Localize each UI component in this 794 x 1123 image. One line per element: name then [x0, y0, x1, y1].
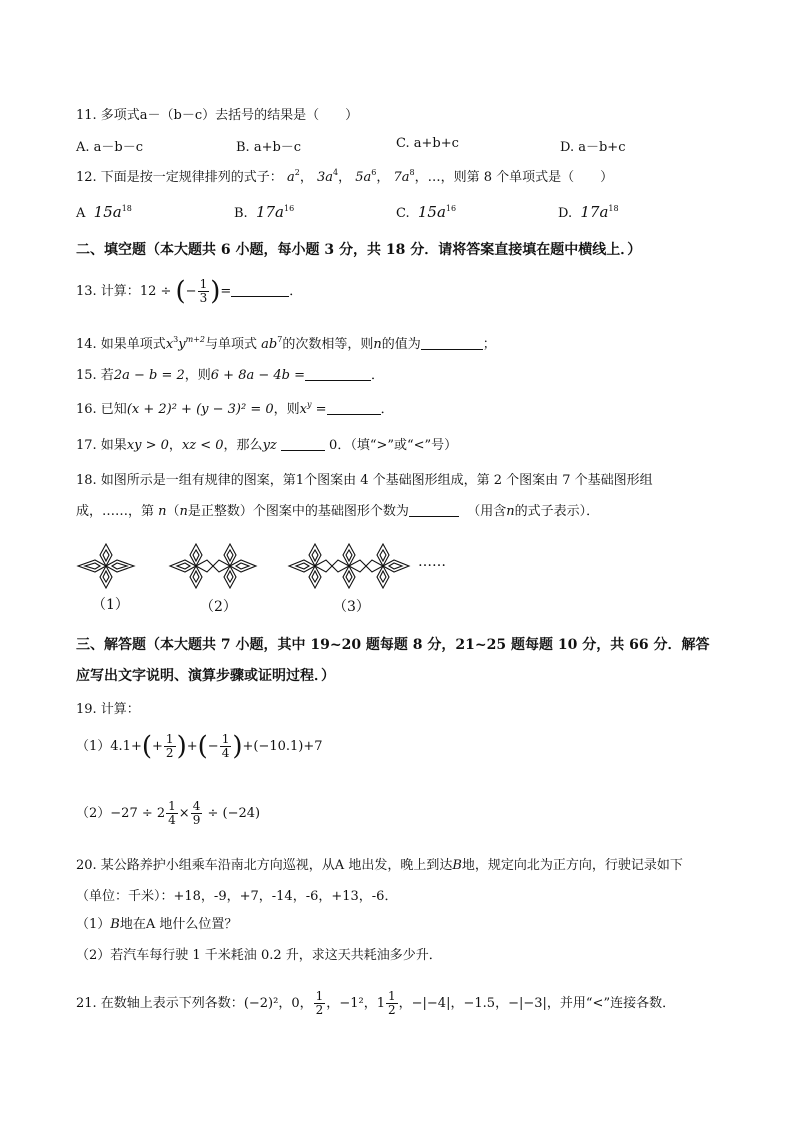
- q16-answer-blank[interactable]: [327, 402, 381, 415]
- pattern-2: [170, 544, 256, 588]
- q12-term-4: $7a^8$: [393, 168, 415, 185]
- q16: 16. 已知(x + 2)² + (y − 3)² = 0，则$x^y$ = ．: [76, 400, 394, 417]
- figure-label-2: （2）: [200, 599, 237, 615]
- q18-pattern-figure: [70, 530, 470, 620]
- diamond: [100, 544, 112, 566]
- diamond: [230, 560, 256, 572]
- diamond: [106, 560, 134, 572]
- q12-term-2: $3a^4$: [316, 168, 339, 185]
- q13: 13. 计算：12 ÷ (− $\frac{1}{3}$ )= ．: [76, 276, 303, 307]
- q13-answer-blank[interactable]: [231, 284, 289, 297]
- q13-fraction: $\frac{1}{3}$: [199, 277, 208, 305]
- diamond: [170, 560, 196, 572]
- diamond: [383, 560, 409, 572]
- q12-term-3: $5a^6$: [355, 168, 377, 185]
- diamond: [289, 560, 315, 572]
- q14-answer-blank[interactable]: [421, 337, 483, 350]
- q19-title: 19. 计算：: [76, 702, 140, 717]
- q19-part-1: （1）4.1+(+ $\frac{1}{2}$ )+(− $\frac{1}{4}$ )+(−10.1)+7: [76, 731, 323, 762]
- q12-option-b: B. $17a^{16}$: [234, 203, 295, 221]
- figure-label-1: （1）: [92, 597, 129, 613]
- q12-stem-prefix: 12. 下面是按一定规律排列的式子：: [76, 170, 283, 185]
- q20-line-1: 20. 某公路养护小组乘车沿南北方向巡视，从A 地出发，晚上到达B地，规定向北为正方向，行驶记录如下: [76, 858, 683, 873]
- q11-option-c: C. a+b+c: [396, 136, 459, 151]
- diamond: [309, 544, 321, 566]
- diamond: [190, 544, 202, 566]
- section-3-title-line-1: 三、解答题（本大题共 7 小题，其中 19~20 题每题 8 分，21~25 题每题 10 分，共 66 分．解答: [76, 637, 710, 653]
- q14: 14. 如果单项式$x^3y^{m+2}$与单项式 $ab^7$的次数相等，则n的值为 ；: [76, 335, 496, 352]
- q12-stem-suffix: ，…，则第 8 个单项式是（ ）: [414, 170, 614, 185]
- q11-stem: 11. 多项式a－（b－c）去括号的结果是（ ）: [76, 108, 359, 123]
- diamond: [343, 544, 355, 566]
- q20-line-2: （单位：千米）：+18，-9，+7，-14，-6，+13，-6．: [76, 889, 398, 904]
- figure-label-3: （3）: [333, 599, 370, 615]
- q18-line-1: 18. 如图所示是一组有规律的图案，第1个图案由 4 个基础图形组成，第 2 个图案由 7 个基础图形组: [76, 473, 653, 488]
- diamond: [100, 566, 112, 588]
- diamond: [377, 566, 389, 588]
- q20-sub-1: （1）B地在A 地什么位置？: [76, 917, 238, 932]
- q12-stem: 12. 下面是按一定规律排列的式子： $a^2$， $3a^4$， $5a^6$， $7a^8$，…，则第 8 个单项式是（ ）: [76, 168, 614, 185]
- q11-option-b: B. a+b－c: [236, 140, 302, 155]
- pattern-1: [78, 544, 134, 588]
- diamond: [377, 544, 389, 566]
- q15: 15. 若2a − b = 2，则6 + 8a − 4b = ．: [76, 368, 385, 383]
- q12-option-d: D. $17a^{18}$: [558, 203, 619, 221]
- diamond: [78, 560, 106, 572]
- diamond: [224, 544, 236, 566]
- diamond: [190, 566, 202, 588]
- q12-option-a: A $15a^{18}$: [76, 203, 132, 221]
- q11-option-d: D. a－b+c: [560, 140, 626, 155]
- q20-sub-2: （2）若汽车每行驶 1 千米耗油 0.2 升，求这天共耗油多少升．: [76, 948, 442, 963]
- diamond: [343, 566, 355, 588]
- q19-part-2: （2）−27 ÷ 2 $\frac{1}{4}$ × $\frac{4}{9}$ ÷ (−24): [76, 799, 261, 827]
- section-3-title-line-2: 应写出文字说明、演算步骤或证明过程．）: [76, 668, 335, 684]
- pattern-3: [289, 544, 409, 588]
- diamond: [309, 566, 321, 588]
- q11-option-a: A. a－b－c: [76, 140, 144, 155]
- q17: 17. 如果xy > 0，xz < 0，那么yz 0．（填“>”或“<”号）: [76, 438, 458, 453]
- q18-line-2: 成，……，第 n（n是正整数）个图案中的基础图形个数为 （用含n的式子表示）．: [76, 504, 600, 519]
- diamond: [224, 566, 236, 588]
- q21: 21. 在数轴上表示下列各数：(−2)²，0， $\frac{1}{2}$ ，−1²， 1 $\frac{1}{2}$ ，−|−4|，−1.5，−|−3|，并用“<”连接各数．: [76, 989, 676, 1017]
- figure-ellipsis: ……: [418, 554, 446, 570]
- q17-answer-blank[interactable]: [281, 438, 325, 451]
- q12-option-c: C. $15a^{16}$: [396, 203, 457, 221]
- section-2-title: 二、填空题（本大题共 6 小题，每小题 3 分，共 18 分．请将答案直接填在题中横线上．）: [76, 242, 642, 258]
- q18-answer-blank[interactable]: [409, 504, 459, 517]
- q12-term-1: $a^2$: [286, 168, 300, 185]
- q15-answer-blank[interactable]: [305, 368, 371, 381]
